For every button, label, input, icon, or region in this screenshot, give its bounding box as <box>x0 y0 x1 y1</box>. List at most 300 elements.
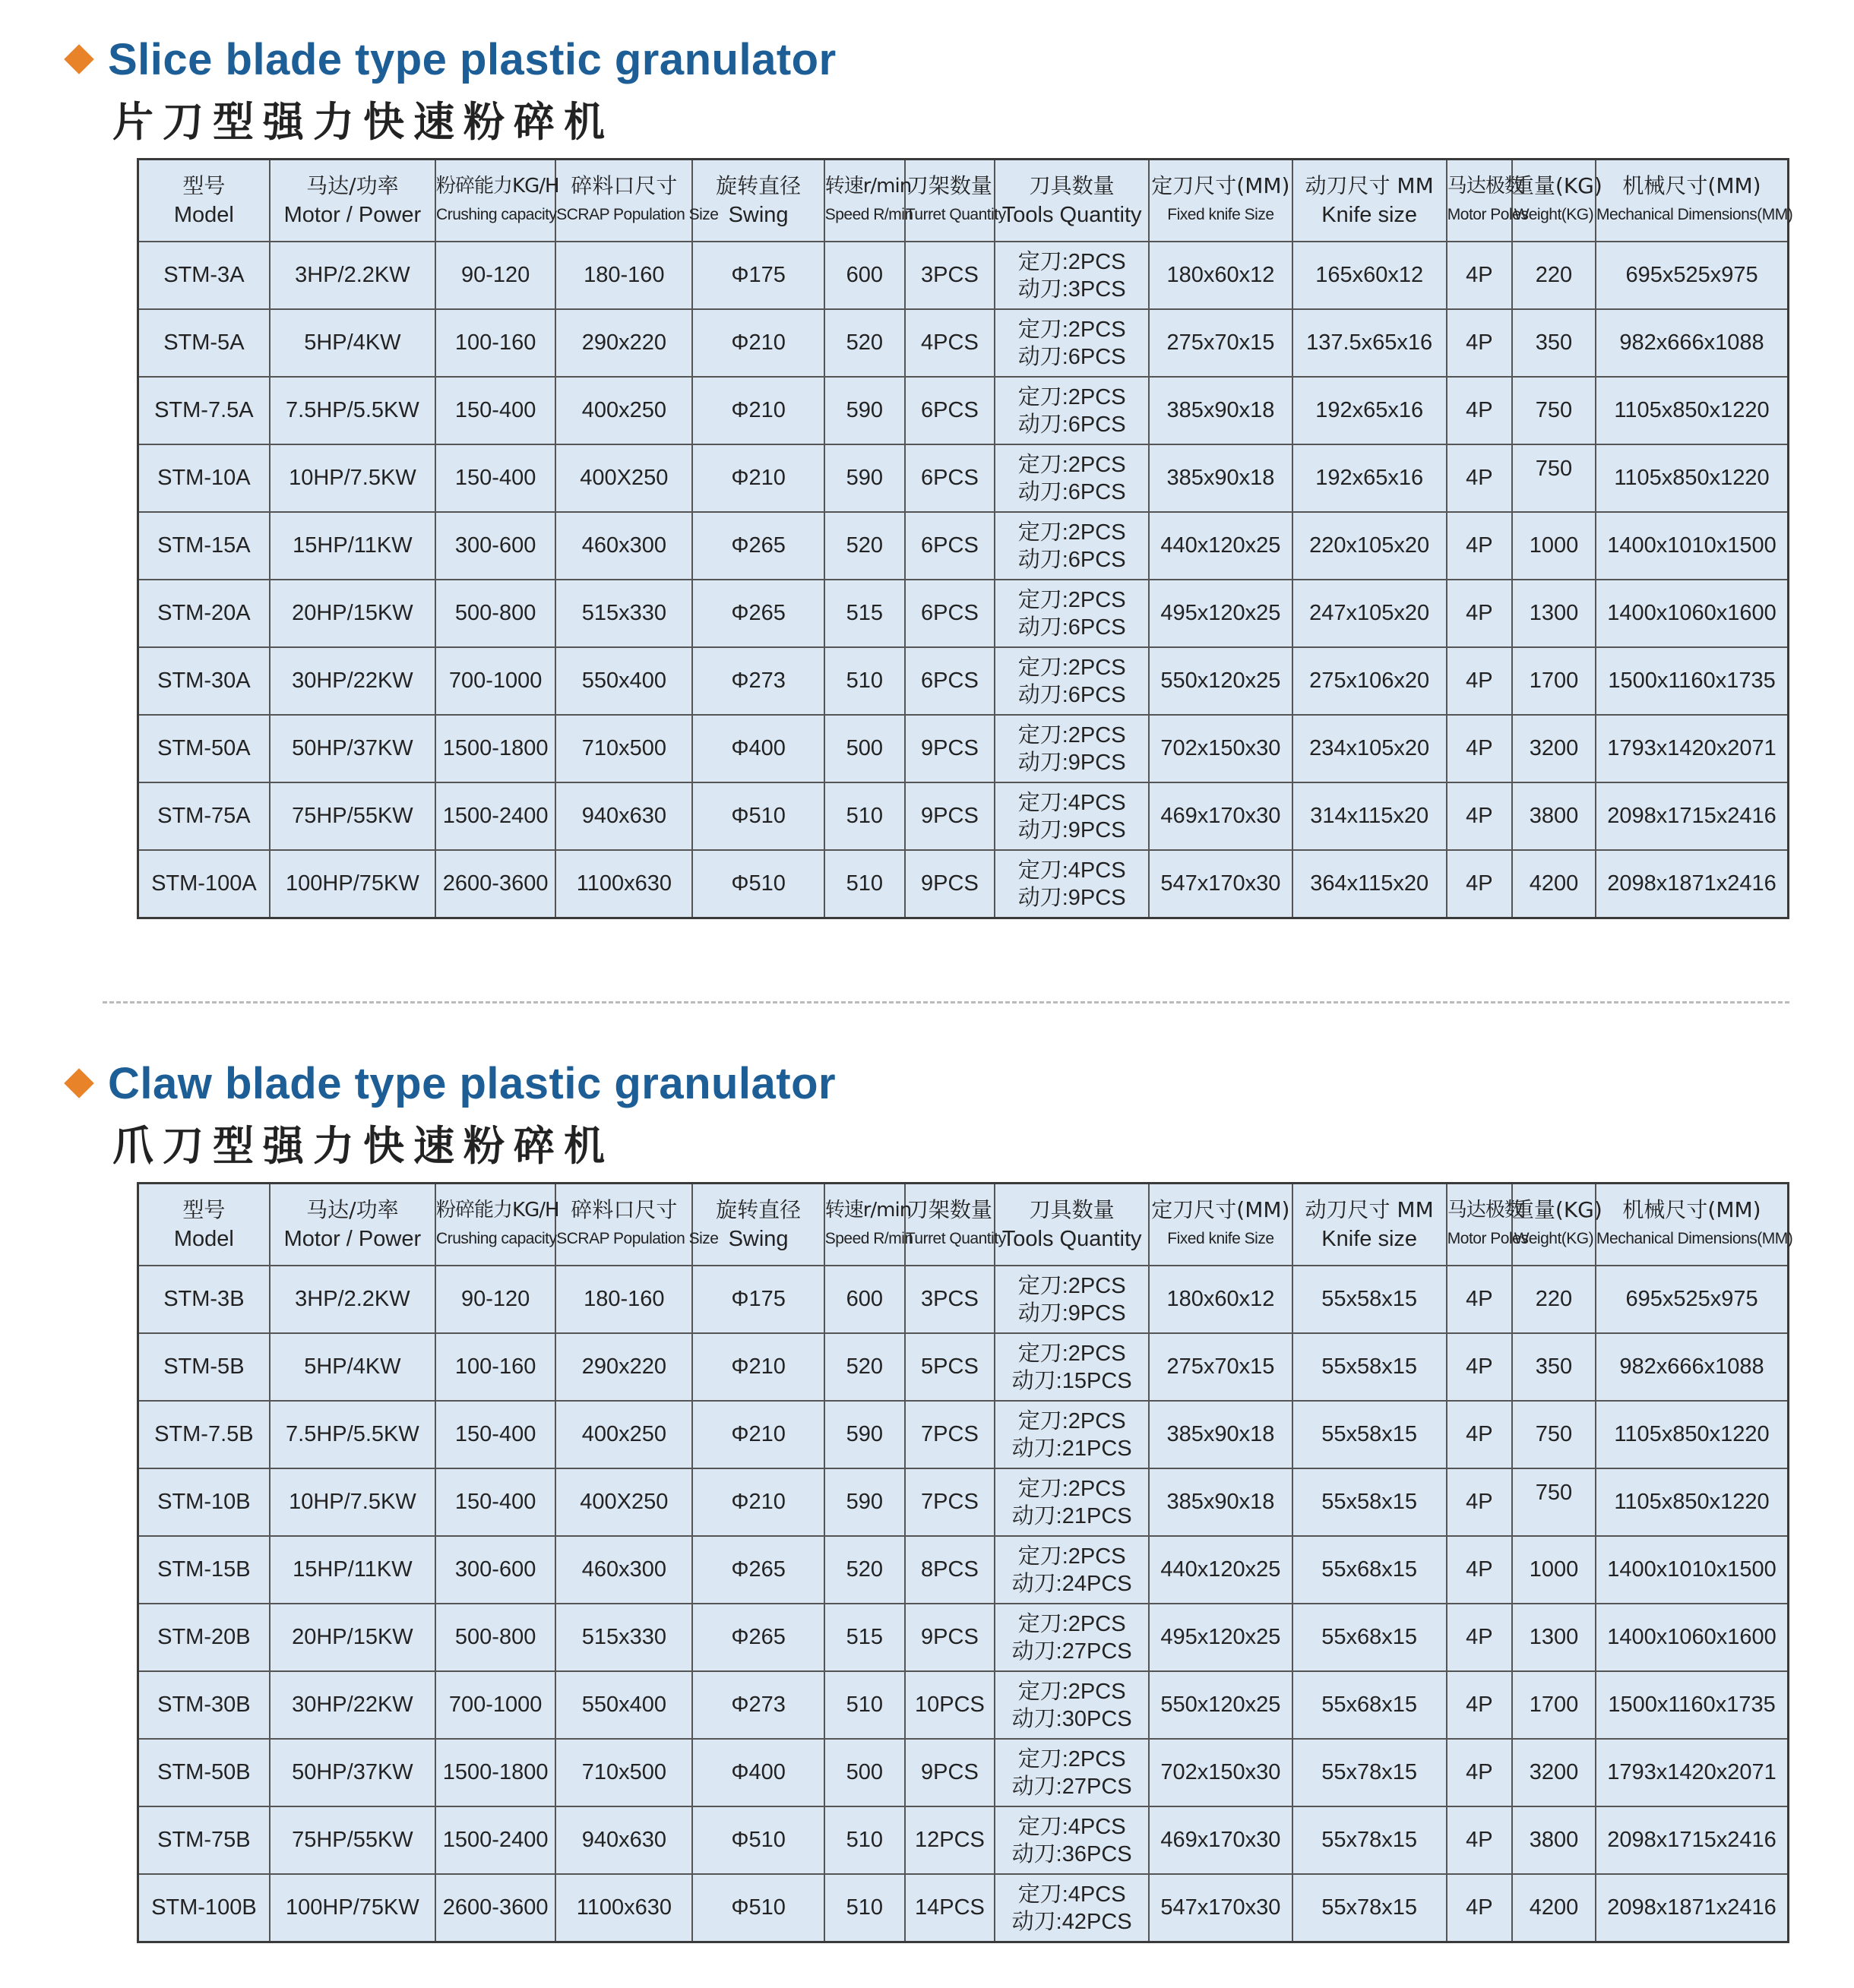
cell-model <box>138 715 270 782</box>
cell-value: Φ210 <box>731 466 786 490</box>
column-header-cn: 刀架数量 <box>906 173 992 198</box>
cell-scrap <box>555 647 692 715</box>
tools-fixed: 定刀:4PCS <box>1017 858 1126 883</box>
column-header-en: Swing <box>728 203 789 227</box>
cell-turret <box>905 1739 995 1806</box>
tools-fixed: 定刀:2PCS <box>1017 1341 1126 1366</box>
cell-scrap <box>555 1401 692 1468</box>
tools-fixed: 定刀:2PCS <box>1017 1273 1126 1298</box>
cell-weight <box>1512 715 1596 782</box>
column-header <box>1596 160 1793 242</box>
cell-poles <box>1447 512 1512 580</box>
cell-value: STM-15A <box>157 533 251 558</box>
cell-fixed-size <box>1149 1468 1292 1536</box>
cell-value: 55x78x15 <box>1321 1760 1418 1784</box>
cell-power <box>270 1468 435 1536</box>
cell-swing <box>692 1604 824 1671</box>
cell-weight <box>1512 1401 1596 1468</box>
cell-capacity <box>435 1874 555 1942</box>
column-header <box>555 160 719 242</box>
cell-value: 100HP/75KW <box>286 871 419 896</box>
column-header-en: SCRAP Population Size <box>556 1230 719 1247</box>
cell-knife-size <box>1292 782 1447 850</box>
cell-value: 137.5x65x16 <box>1306 330 1433 355</box>
cell-value: 1500x1160x1735 <box>1608 1692 1776 1717</box>
cell-power <box>270 444 435 512</box>
cell-value: 4P <box>1466 1760 1493 1784</box>
cell-dims <box>1596 647 1788 715</box>
cell-value: 2098x1715x2416 <box>1607 1828 1776 1852</box>
cell-power <box>270 242 435 309</box>
cell-value: Φ510 <box>731 804 786 828</box>
cell-capacity <box>435 242 555 309</box>
table-row <box>138 1739 1789 1806</box>
cell-value: 520 <box>846 533 883 558</box>
cell-value: 520 <box>846 330 883 355</box>
column-header <box>1292 1184 1447 1266</box>
table-row <box>138 377 1789 444</box>
cell-value: 510 <box>846 1828 883 1852</box>
cell-fixed-size <box>1149 1536 1292 1604</box>
cell-value: 515 <box>846 1625 883 1649</box>
column-header-cn: 马达极数 <box>1447 175 1523 198</box>
cell-value: 500-800 <box>454 1625 536 1649</box>
tools-moving: 动刀:6PCS <box>1017 547 1126 572</box>
cell-value: 940x630 <box>581 804 666 828</box>
cell-poles <box>1447 647 1512 715</box>
cell-fixed-size <box>1149 1401 1292 1468</box>
cell-model <box>138 1739 270 1806</box>
section-title <box>62 29 837 90</box>
cell-value: 4200 <box>1529 1895 1579 1920</box>
cell-knife-size <box>1292 1536 1447 1604</box>
cell-power <box>270 1671 435 1739</box>
cell-value: STM-15B <box>157 1557 251 1582</box>
tools-fixed: 定刀:2PCS <box>1017 1408 1126 1433</box>
cell-swing <box>692 715 824 782</box>
cell-value: 2098x1871x2416 <box>1607 871 1776 896</box>
cell-value: 1105x850x1220 <box>1614 1422 1770 1446</box>
cell-scrap <box>555 242 692 309</box>
cell-tools-quantity <box>995 1266 1149 1333</box>
column-header-cn: 马达极数 <box>1447 1199 1523 1222</box>
cell-fixed-size <box>1149 309 1292 377</box>
cell-capacity <box>435 1401 555 1468</box>
column-header-en: Swing <box>728 1227 789 1251</box>
table-row <box>138 1266 1789 1333</box>
cell-turret <box>905 715 995 782</box>
cell-knife-size <box>1292 647 1447 715</box>
cell-weight <box>1512 309 1596 377</box>
cell-value: 180x60x12 <box>1166 263 1275 287</box>
cell-fixed-size <box>1149 1874 1292 1942</box>
column-header <box>138 1184 270 1266</box>
column-header <box>1512 1184 1602 1266</box>
cell-value: 234x105x20 <box>1309 736 1430 760</box>
cell-value: 192x65x16 <box>1315 398 1424 422</box>
tools-moving: 动刀:9PCS <box>1017 817 1126 842</box>
cell-knife-size <box>1292 242 1447 309</box>
cell-model <box>138 242 270 309</box>
cell-value: 275x70x15 <box>1166 1354 1275 1379</box>
cell-scrap <box>555 1266 692 1333</box>
cell-value: Φ510 <box>731 1828 786 1852</box>
tools-fixed: 定刀:2PCS <box>1017 587 1126 612</box>
column-header-en: Tools Quantity <box>1001 1227 1142 1251</box>
cell-knife-size <box>1292 1266 1447 1333</box>
cell-poles <box>1447 1468 1512 1536</box>
column-header-en: Mechanical Dimensions(MM) <box>1596 206 1793 223</box>
cell-poles <box>1447 1806 1512 1874</box>
tools-fixed: 定刀:2PCS <box>1017 655 1126 680</box>
cell-dims <box>1596 1874 1788 1942</box>
cell-model <box>138 1671 270 1739</box>
cell-model <box>138 377 270 444</box>
cell-capacity <box>435 715 555 782</box>
title-english: Slice blade type plastic granulator <box>108 34 837 84</box>
cell-value: 3200 <box>1529 1760 1579 1784</box>
cell-turret <box>905 1468 995 1536</box>
cell-knife-size <box>1292 444 1447 512</box>
column-header-en: Mechanical Dimensions(MM) <box>1596 1230 1793 1247</box>
cell-poles <box>1447 1604 1512 1671</box>
cell-value: 510 <box>846 804 883 828</box>
cell-weight <box>1512 850 1596 918</box>
cell-value: 1000 <box>1529 533 1579 558</box>
cell-tools-quantity <box>995 1874 1149 1942</box>
cell-value: 4P <box>1466 1422 1493 1446</box>
cell-value: 1400x1010x1500 <box>1607 1557 1776 1582</box>
cell-value: Φ265 <box>731 1625 786 1649</box>
table-row <box>138 1874 1789 1942</box>
cell-value: 702x150x30 <box>1160 736 1281 760</box>
cell-value: Φ175 <box>731 263 786 287</box>
tools-fixed: 定刀:2PCS <box>1017 384 1126 409</box>
cell-scrap <box>555 1806 692 1874</box>
cell-model <box>138 1401 270 1468</box>
cell-value: 3HP/2.2KW <box>295 1287 410 1311</box>
cell-value: 1400x1010x1500 <box>1607 533 1776 558</box>
column-header-en: Motor / Power <box>283 203 422 227</box>
cell-speed <box>824 309 905 377</box>
cell-scrap <box>555 580 692 647</box>
diamond-bullet-icon <box>64 44 94 74</box>
cell-dims <box>1596 242 1788 309</box>
cell-tools-quantity <box>995 309 1149 377</box>
cell-value: 55x58x15 <box>1321 1354 1418 1379</box>
cell-value: 1500-1800 <box>442 736 549 760</box>
cell-value: 710x500 <box>581 736 666 760</box>
cell-knife-size <box>1292 1333 1447 1401</box>
cell-swing <box>692 580 824 647</box>
cell-speed <box>824 715 905 782</box>
column-header-en: Motor Poles <box>1447 206 1529 223</box>
column-header-en: Crushing capacity <box>436 206 557 223</box>
cell-scrap <box>555 444 692 512</box>
cell-value: 982x666x1088 <box>1619 330 1764 355</box>
tools-fixed: 定刀:2PCS <box>1017 722 1126 747</box>
cell-value: 515x330 <box>581 1625 666 1649</box>
cell-capacity <box>435 782 555 850</box>
cell-value: 9PCS <box>921 1760 979 1784</box>
cell-value: 4P <box>1466 1625 1493 1649</box>
cell-value: 469x170x30 <box>1160 804 1281 828</box>
cell-knife-size <box>1292 1468 1447 1536</box>
column-header-en: Crushing capacity <box>436 1230 557 1247</box>
table-row <box>138 715 1789 782</box>
cell-value: 550x400 <box>581 1692 666 1717</box>
cell-value: 1400x1060x1600 <box>1607 1625 1776 1649</box>
cell-value: 300-600 <box>454 533 536 558</box>
column-header-cn: 动刀尺寸 MM <box>1305 1197 1434 1222</box>
cell-speed <box>824 1468 905 1536</box>
cell-value: 400X250 <box>580 466 669 490</box>
cell-value: Φ400 <box>731 736 786 760</box>
tools-moving: 动刀:6PCS <box>1017 479 1126 504</box>
column-header-en: Knife size <box>1321 203 1418 227</box>
cell-value: 385x90x18 <box>1166 1490 1275 1514</box>
cell-fixed-size <box>1149 1806 1292 1874</box>
cell-swing <box>692 1333 824 1401</box>
column-header-cn: 马达/功率 <box>306 173 399 198</box>
cell-value: STM-75B <box>157 1828 251 1852</box>
cell-value: 4P <box>1466 1692 1493 1717</box>
cell-value: 6PCS <box>921 398 979 422</box>
cell-capacity <box>435 1671 555 1739</box>
cell-value: Φ210 <box>731 398 786 422</box>
tools-moving: 动刀:3PCS <box>1017 277 1126 302</box>
cell-value: 1500x1160x1735 <box>1608 668 1776 693</box>
column-header <box>1149 1184 1292 1266</box>
cell-weight <box>1512 1739 1596 1806</box>
cell-value: 275x70x15 <box>1166 330 1275 355</box>
cell-speed <box>824 1604 905 1671</box>
cell-value: 1300 <box>1529 601 1579 625</box>
column-header-cn: 定刀尺寸(MM) <box>1151 173 1290 198</box>
cell-swing <box>692 1739 824 1806</box>
cell-swing <box>692 782 824 850</box>
cell-dims <box>1596 444 1788 512</box>
cell-knife-size <box>1292 580 1447 647</box>
cell-knife-size <box>1292 512 1447 580</box>
cell-tools-quantity <box>995 444 1149 512</box>
cell-weight <box>1512 1266 1596 1333</box>
cell-value: 3PCS <box>921 1287 979 1311</box>
cell-speed <box>824 377 905 444</box>
cell-knife-size <box>1292 850 1447 918</box>
cell-value: 4P <box>1466 871 1493 896</box>
cell-weight <box>1512 580 1596 647</box>
cell-poles <box>1447 309 1512 377</box>
title-english: Claw blade type plastic granulator <box>108 1058 837 1108</box>
cell-value: 100-160 <box>454 1354 536 1379</box>
column-header <box>270 160 435 242</box>
cell-capacity <box>435 1468 555 1536</box>
cell-turret <box>905 444 995 512</box>
cell-value: 385x90x18 <box>1166 466 1275 490</box>
cell-value: 4P <box>1466 1354 1493 1379</box>
cell-value: 6PCS <box>921 466 979 490</box>
tools-moving: 动刀:9PCS <box>1017 750 1126 775</box>
column-header-en: Motor Poles <box>1447 1230 1529 1247</box>
column-header <box>1512 160 1602 242</box>
cell-tools-quantity <box>995 580 1149 647</box>
cell-turret <box>905 1266 995 1333</box>
cell-turret <box>905 1401 995 1468</box>
cell-poles <box>1447 850 1512 918</box>
cell-value: 2600-3600 <box>442 1895 549 1920</box>
cell-fixed-size <box>1149 512 1292 580</box>
cell-capacity <box>435 309 555 377</box>
cell-power <box>270 377 435 444</box>
cell-dims <box>1596 715 1788 782</box>
cell-value: 55x58x15 <box>1321 1422 1418 1446</box>
cell-value: STM-30B <box>157 1692 251 1717</box>
cell-value: 3HP/2.2KW <box>295 263 410 287</box>
cell-weight <box>1512 1604 1596 1671</box>
cell-model <box>138 782 270 850</box>
cell-scrap <box>555 850 692 918</box>
cell-power <box>270 1739 435 1806</box>
cell-tools-quantity <box>995 1401 1149 1468</box>
cell-value: 75HP/55KW <box>292 804 413 828</box>
cell-value: 6PCS <box>921 668 979 693</box>
cell-dims <box>1596 1604 1788 1671</box>
column-header-cn: 旋转直径 <box>716 1197 802 1222</box>
cell-capacity <box>435 1536 555 1604</box>
cell-power <box>270 512 435 580</box>
cell-turret <box>905 580 995 647</box>
cell-fixed-size <box>1149 1604 1292 1671</box>
cell-value: 702x150x30 <box>1160 1760 1281 1784</box>
cell-model <box>138 1604 270 1671</box>
column-header <box>1596 1184 1793 1266</box>
cell-scrap <box>555 782 692 850</box>
cell-turret <box>905 1671 995 1739</box>
cell-weight <box>1512 782 1596 850</box>
cell-dims <box>1596 1671 1788 1739</box>
cell-value: 4P <box>1466 330 1493 355</box>
cell-dims <box>1596 512 1788 580</box>
table-row <box>138 782 1789 850</box>
cell-value: 400x250 <box>581 1422 666 1446</box>
tools-fixed: 定刀:2PCS <box>1017 452 1126 477</box>
cell-tools-quantity <box>995 782 1149 850</box>
cell-tools-quantity <box>995 1671 1149 1739</box>
cell-value: 247x105x20 <box>1309 601 1430 625</box>
cell-value: 700-1000 <box>448 1692 543 1717</box>
cell-value: 982x666x1088 <box>1619 1354 1764 1379</box>
cell-value: 3800 <box>1529 804 1579 828</box>
cell-power <box>270 1401 435 1468</box>
cell-value: 20HP/15KW <box>292 601 413 625</box>
cell-swing <box>692 1536 824 1604</box>
cell-value: 5PCS <box>921 1354 979 1379</box>
cell-value: 4P <box>1466 668 1493 693</box>
cell-weight <box>1512 1671 1596 1739</box>
table-row <box>138 1806 1789 1874</box>
cell-value: 547x170x30 <box>1160 1895 1281 1920</box>
column-header-en: Model <box>173 1227 234 1251</box>
cell-tools-quantity <box>995 850 1149 918</box>
cell-value: 55x68x15 <box>1321 1625 1418 1649</box>
cell-value: 350 <box>1535 1354 1573 1379</box>
tools-moving: 动刀:6PCS <box>1017 615 1126 640</box>
column-header-en: Weight(KG) <box>1514 206 1594 223</box>
table-row <box>138 1671 1789 1739</box>
cell-capacity <box>435 647 555 715</box>
cell-value: 1500-1800 <box>442 1760 549 1784</box>
cell-model <box>138 1333 270 1401</box>
cell-value: 750 <box>1535 457 1573 481</box>
cell-knife-size <box>1292 377 1447 444</box>
column-header <box>824 160 913 242</box>
tools-moving: 动刀:42PCS <box>1011 1909 1132 1934</box>
cell-value: 15HP/11KW <box>293 1557 413 1582</box>
diamond-bullet-icon <box>64 1068 94 1098</box>
cell-value: STM-100B <box>151 1895 257 1920</box>
cell-poles <box>1447 1739 1512 1806</box>
tools-moving: 动刀:6PCS <box>1017 344 1126 369</box>
cell-turret <box>905 850 995 918</box>
cell-value: 590 <box>846 1422 883 1446</box>
column-header-cn: 碎料口尺寸 <box>571 1197 678 1222</box>
cell-value: 350 <box>1535 330 1573 355</box>
cell-value: STM-3B <box>163 1287 245 1311</box>
cell-value: Φ175 <box>731 1287 786 1311</box>
column-header-en: Fixed knife Size <box>1167 206 1274 223</box>
cell-value: 440x120x25 <box>1160 1557 1281 1582</box>
column-header-en: Weight(KG) <box>1514 1230 1594 1247</box>
cell-value: STM-5A <box>163 330 245 355</box>
cell-value: 50HP/37KW <box>292 1760 413 1784</box>
table-row <box>138 850 1789 918</box>
cell-value: 150-400 <box>454 466 536 490</box>
cell-value: 10HP/7.5KW <box>289 466 416 490</box>
cell-value: 550x120x25 <box>1160 668 1281 693</box>
tools-moving: 动刀:9PCS <box>1017 885 1126 910</box>
cell-value: 3800 <box>1529 1828 1579 1852</box>
column-header-cn: 定刀尺寸(MM) <box>1151 1197 1290 1222</box>
cell-knife-size <box>1292 309 1447 377</box>
cell-value: STM-5B <box>163 1354 245 1379</box>
cell-power <box>270 1604 435 1671</box>
cell-turret <box>905 1874 995 1942</box>
cell-dims <box>1596 1401 1788 1468</box>
cell-value: 515x330 <box>581 601 666 625</box>
column-header <box>995 160 1149 242</box>
cell-capacity <box>435 512 555 580</box>
table-row <box>138 1604 1789 1671</box>
column-header-en: Tools Quantity <box>1001 203 1142 227</box>
table-row <box>138 512 1789 580</box>
cell-knife-size <box>1292 1401 1447 1468</box>
cell-value: Φ510 <box>731 1895 786 1920</box>
table-row <box>138 309 1789 377</box>
tools-moving: 动刀:27PCS <box>1011 1774 1132 1799</box>
cell-value: 30HP/22KW <box>292 668 413 693</box>
cell-power <box>270 1536 435 1604</box>
cell-turret <box>905 377 995 444</box>
tools-moving: 动刀:21PCS <box>1011 1436 1132 1461</box>
cell-turret <box>905 1806 995 1874</box>
cell-fixed-size <box>1149 647 1292 715</box>
cell-value: 90-120 <box>460 1287 530 1311</box>
cell-poles <box>1447 1536 1512 1604</box>
section-title <box>62 1053 836 1114</box>
cell-value: 55x68x15 <box>1321 1557 1418 1582</box>
cell-turret <box>905 242 995 309</box>
